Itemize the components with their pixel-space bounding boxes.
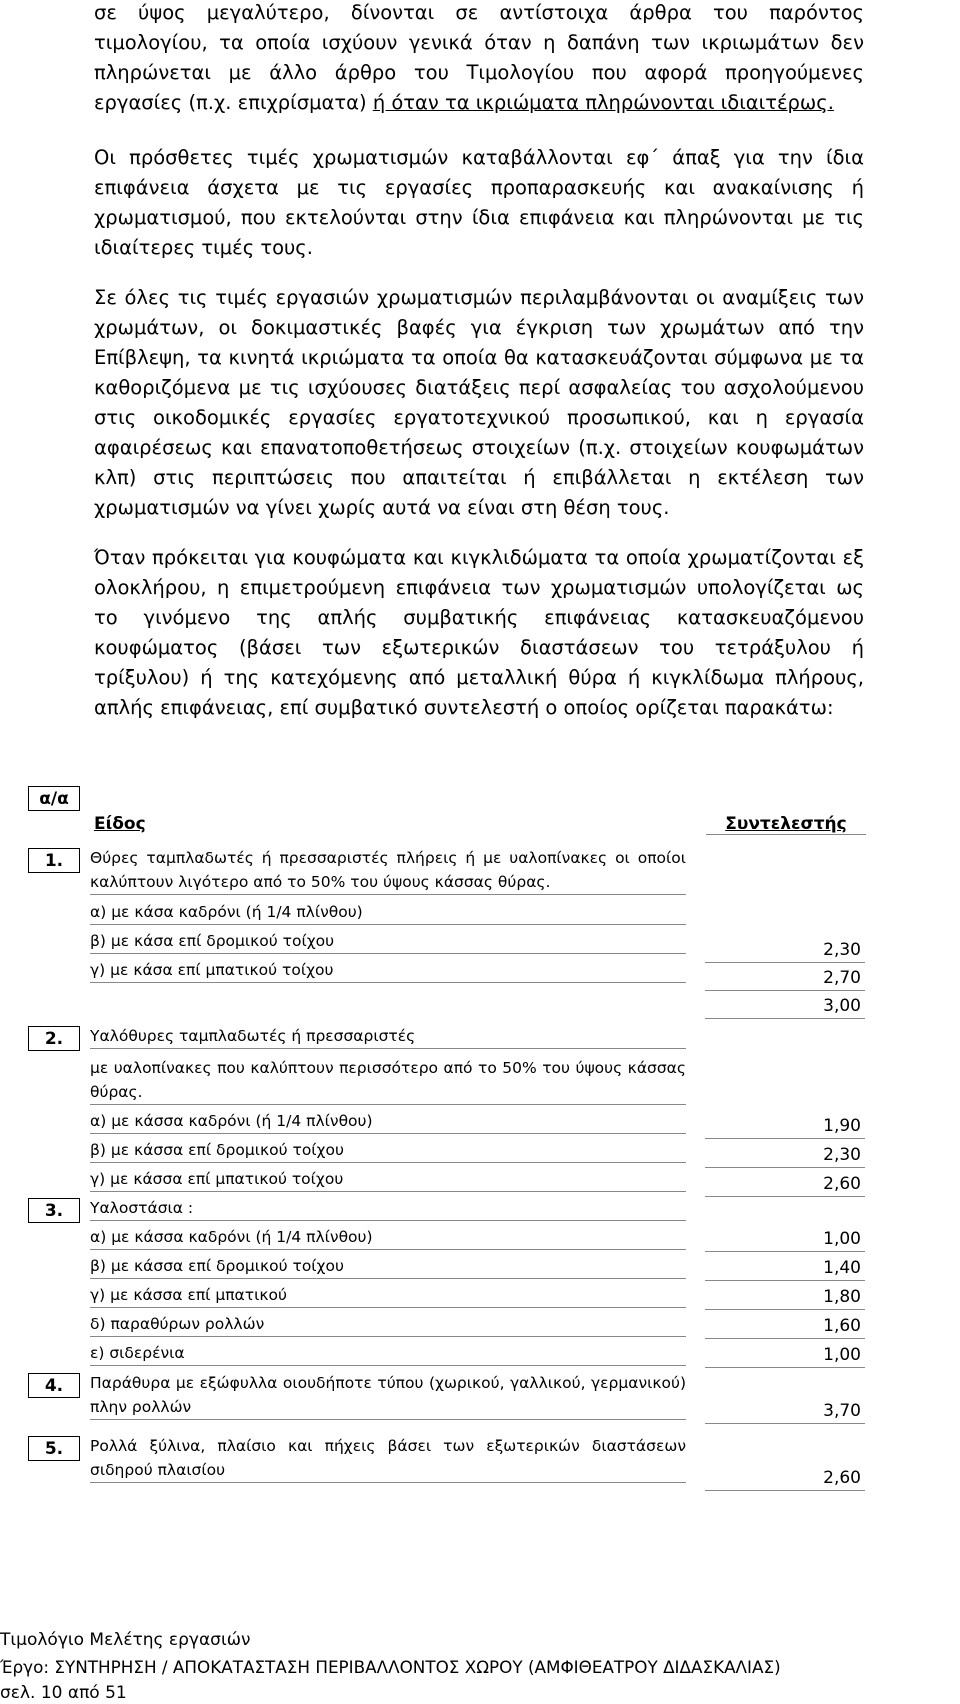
row-coef: 2,30	[705, 1143, 865, 1168]
row-text: Υαλοστάσια :	[90, 1196, 686, 1221]
footer-project: Έργο: ΣΥΝΤΗΡΗΣΗ / ΑΠΟΚΑΤΑΣΤΑΣΗ ΠΕΡΙΒΑΛΛΟΝΤΟΣ ΧΩΡΟΥ (ΑΜΦΙΘΕΑΤΡΟΥ ΔΙΔΑΣΚΑΛΙΑΣ)	[0, 1657, 781, 1677]
footer-page-number: σελ. 10 από 51	[0, 1683, 127, 1703]
row-coef: 2,60	[705, 1172, 865, 1197]
row-text: β) με κάσα επί δρομικού τοίχου	[90, 929, 686, 954]
footer-document-title: Τιμολόγιο Μελέτης εργασιών	[0, 1630, 251, 1650]
row-text: α) με κάσα καδρόνι (ή 1/4 πλίνθου)	[90, 900, 686, 925]
row-number-1: 1.	[28, 848, 80, 873]
row-number-4: 4.	[28, 1373, 80, 1398]
row-number-3: 3.	[28, 1198, 80, 1223]
paragraph-2: Οι πρόσθετες τιμές χρωματισμών καταβάλλονται εφ΄ άπαξ για την ίδια επιφάνεια άσχετα με τις εργασίες προπαρασκευής και ανακαίνισης ή χρωματισμού, που εκτελούνται στην ίδια επιφάνεια και πληρώνονται με τις ιδιαίτερες τιμές τους.	[94, 146, 864, 259]
row-coef: 3,00	[705, 994, 865, 1019]
row-text: γ) με κάσσα επί μπατικού	[90, 1283, 686, 1308]
row-text: β) με κάσσα επί δρομικού τοίχου	[90, 1254, 686, 1279]
row-coef: 1,80	[705, 1285, 865, 1310]
paragraph-1	[94, 0, 864, 118]
row-coef: 2,30	[705, 938, 865, 963]
row-text: β) με κάσσα επί δρομικού τοίχου	[90, 1138, 686, 1163]
row-coef: 1,40	[705, 1256, 865, 1281]
table-header-coef: Συντελεστής	[706, 814, 866, 835]
paragraph-1-text: σε ύψος μεγαλύτερο, δίνονται σε αντίστοιχα άρθρα του παρόντος τιμολογίου, τα οποία ισχύουν γενικά όταν η δαπάνη των ικριωμάτων δεν πληρώνεται με άλλο άρθρο του Τιμολογίου που αφορά προηγούμενες εργασίες (π.χ. επιχρίσματα)	[94, 1, 864, 114]
paragraph-3: Σε όλες τις τιμές εργασιών χρωματισμών περιλαμβάνονται οι αναμίξεις των χρωμάτων, οι δοκιμαστικές βαφές για έγκριση των χρωμάτων από την Επίβλεψη, τα κινητά ικριώματα τα οποία θα κατασκευάζονται σύμφωνα με τα καθοριζόμενα με τις ισχύουσες διατάξεις περί ασφαλείας του ασχολούμενου στις οικοδομικές εργασίες εργατοτεχνικού προσωπικού, και η εργασία αφαιρέσεως και επανατοποθετήσεως στοιχείων (π.χ. στοιχείων κουφωμάτων κλπ) στις περιπτώσεις που απαιτείται ή επιβάλλεται η εκτέλεση των χρωματισμών να γίνει χωρίς αυτά να είναι στη θέση τους.	[94, 286, 864, 519]
row-text: Υαλόθυρες ταμπλαδωτές ή πρεσσαριστές	[90, 1024, 686, 1049]
row-text: δ) παραθύρων ρολλών	[90, 1312, 686, 1337]
row-text: ε) σιδερένια	[90, 1341, 686, 1366]
row-number-5: 5.	[28, 1436, 80, 1461]
row-text: Θύρες ταμπλαδωτές ή πρεσσαριστές πλήρεις ή με υαλοπίνακες οι οποίοι καλύπτουν λιγότερο από το 50% του ύψους κάσσας θύρας.	[90, 846, 686, 895]
row-text: Ρολλά ξύλινα, πλαίσιο και πήχεις βάσει των εξωτερικών διαστάσεων σιδηρού πλαισίου	[90, 1434, 686, 1483]
row-text: με υαλοπίνακες που καλύπτουν περισσότερο από το 50% του ύψους κάσσας θύρας.	[90, 1056, 686, 1105]
row-text: α) με κάσσα καδρόνι (ή 1/4 πλίνθου)	[90, 1109, 686, 1134]
paragraph-1-underlined: ή όταν τα ικριώματα πληρώνονται ιδιαιτέρως.	[372, 91, 834, 114]
table-header-num: α/α	[28, 786, 80, 811]
row-coef: 1,60	[705, 1314, 865, 1339]
row-text: Παράθυρα με εξώφυλλα οιουδήποτε τύπου (χωρικού, γαλλικού, γερμανικού) πλην ρολλών	[90, 1371, 686, 1420]
row-coef: 2,70	[705, 966, 865, 991]
row-text: γ) με κάσσα επί μπατικού τοίχου	[90, 1167, 686, 1192]
row-coef: 2,60	[705, 1466, 865, 1491]
row-coef: 1,00	[705, 1227, 865, 1252]
paragraph-4: Όταν πρόκειται για κουφώματα και κιγκλιδώματα τα οποία χρωματίζονται εξ ολοκλήρου, η επιμετρούμενη επιφάνεια των χρωματισμών υπολογίζεται ως το γινόμενο της απλής συμβατικής επιφάνειας κατασκευαζόμενου κουφώματος (βάσει των εξωτερικών διαστάσεων του τετράξυλου ή τρίξυλου) ή της κατεχόμενης από μεταλλική θύρα ή κιγκλίδωμα πλήρους, απλής επιφάνειας, επί συμβατικό συντελεστή ο οποίος ορίζεται παρακάτω:	[94, 546, 864, 719]
row-number-2: 2.	[28, 1026, 80, 1051]
row-coef: 3,70	[705, 1399, 865, 1424]
row-text: γ) με κάσα επί μπατικού τοίχου	[90, 958, 686, 983]
row-coef: 1,00	[705, 1343, 865, 1368]
row-text: α) με κάσσα καδρόνι (ή 1/4 πλίνθου)	[90, 1225, 686, 1250]
table-header-kind: Είδος	[94, 814, 146, 834]
row-coef: 1,90	[705, 1114, 865, 1139]
